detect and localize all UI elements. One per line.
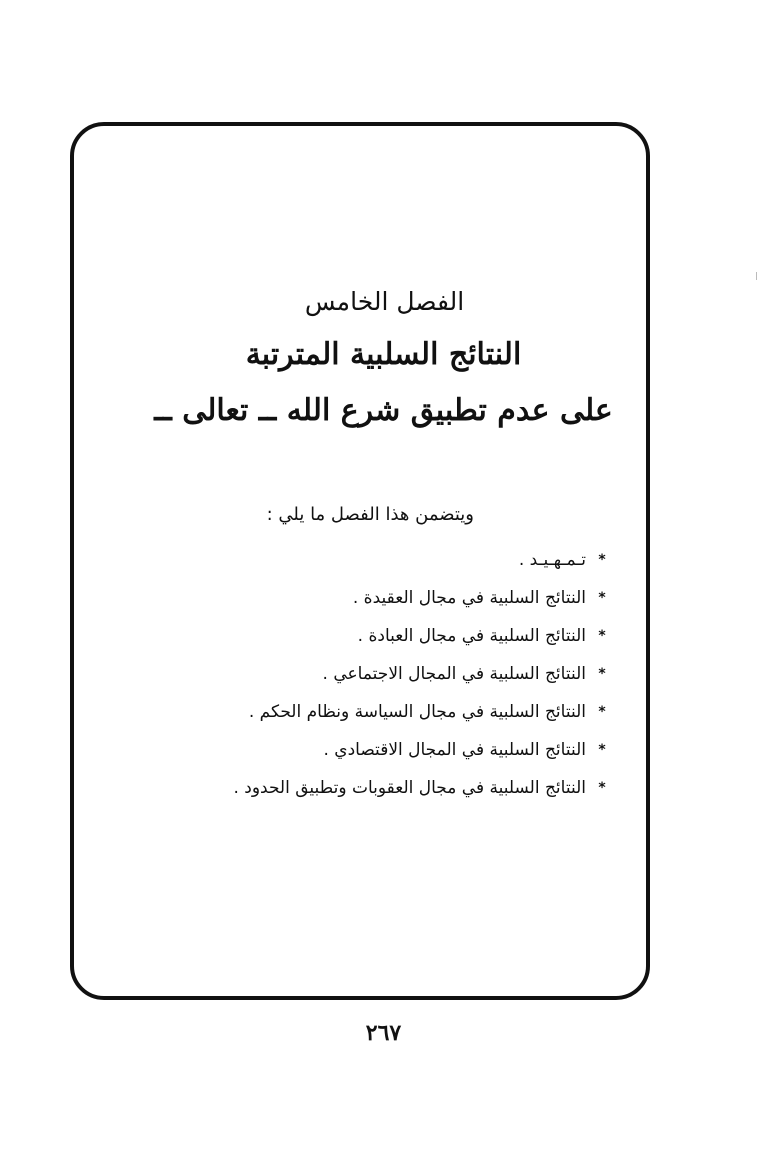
chapter-contents-list — [233, 541, 609, 807]
chapter-subtitle: على عدم تطبيق شرع الله ــ تعالى ــ — [154, 393, 613, 428]
list-item — [233, 731, 609, 769]
chapter-label: الفصل الخامس — [304, 287, 465, 316]
asterisk-icon: * — [598, 666, 606, 682]
list-item — [233, 655, 609, 693]
asterisk-icon: * — [598, 552, 606, 568]
list-item-text: النتائج السلبية في مجال العقيدة . — [352, 588, 586, 608]
list-item — [233, 693, 609, 731]
asterisk-icon: * — [598, 704, 606, 720]
chapter-title: النتائج السلبية المترتبة — [245, 337, 522, 372]
scan-artifact-mark — [756, 272, 757, 280]
list-item — [233, 769, 609, 807]
chapter-heading — [0, 282, 767, 438]
list-item-text: النتائج السلبية في مجال السياسة ونظام الحكم . — [248, 702, 586, 722]
list-item-text: النتائج السلبية في المجال الاجتماعي . — [322, 664, 586, 684]
list-item — [233, 617, 609, 655]
list-item — [233, 541, 609, 579]
list-item-text: النتائج السلبية في مجال العقوبات وتطبيق الحدود . — [233, 778, 586, 798]
list-item — [233, 579, 609, 617]
asterisk-icon: * — [598, 628, 606, 644]
page-number: ٢٦٧ — [365, 1020, 402, 1046]
chapter-intro: ويتضمن هذا الفصل ما يلي : — [266, 504, 474, 525]
list-item-text: النتائج السلبية في مجال العبادة . — [357, 626, 586, 646]
list-item-text: النتائج السلبية في المجال الاقتصادي . — [323, 740, 586, 760]
asterisk-icon: * — [598, 590, 606, 606]
list-item-text: تـمـهـيـد . — [518, 550, 586, 570]
asterisk-icon: * — [598, 780, 606, 796]
asterisk-icon: * — [598, 742, 606, 758]
